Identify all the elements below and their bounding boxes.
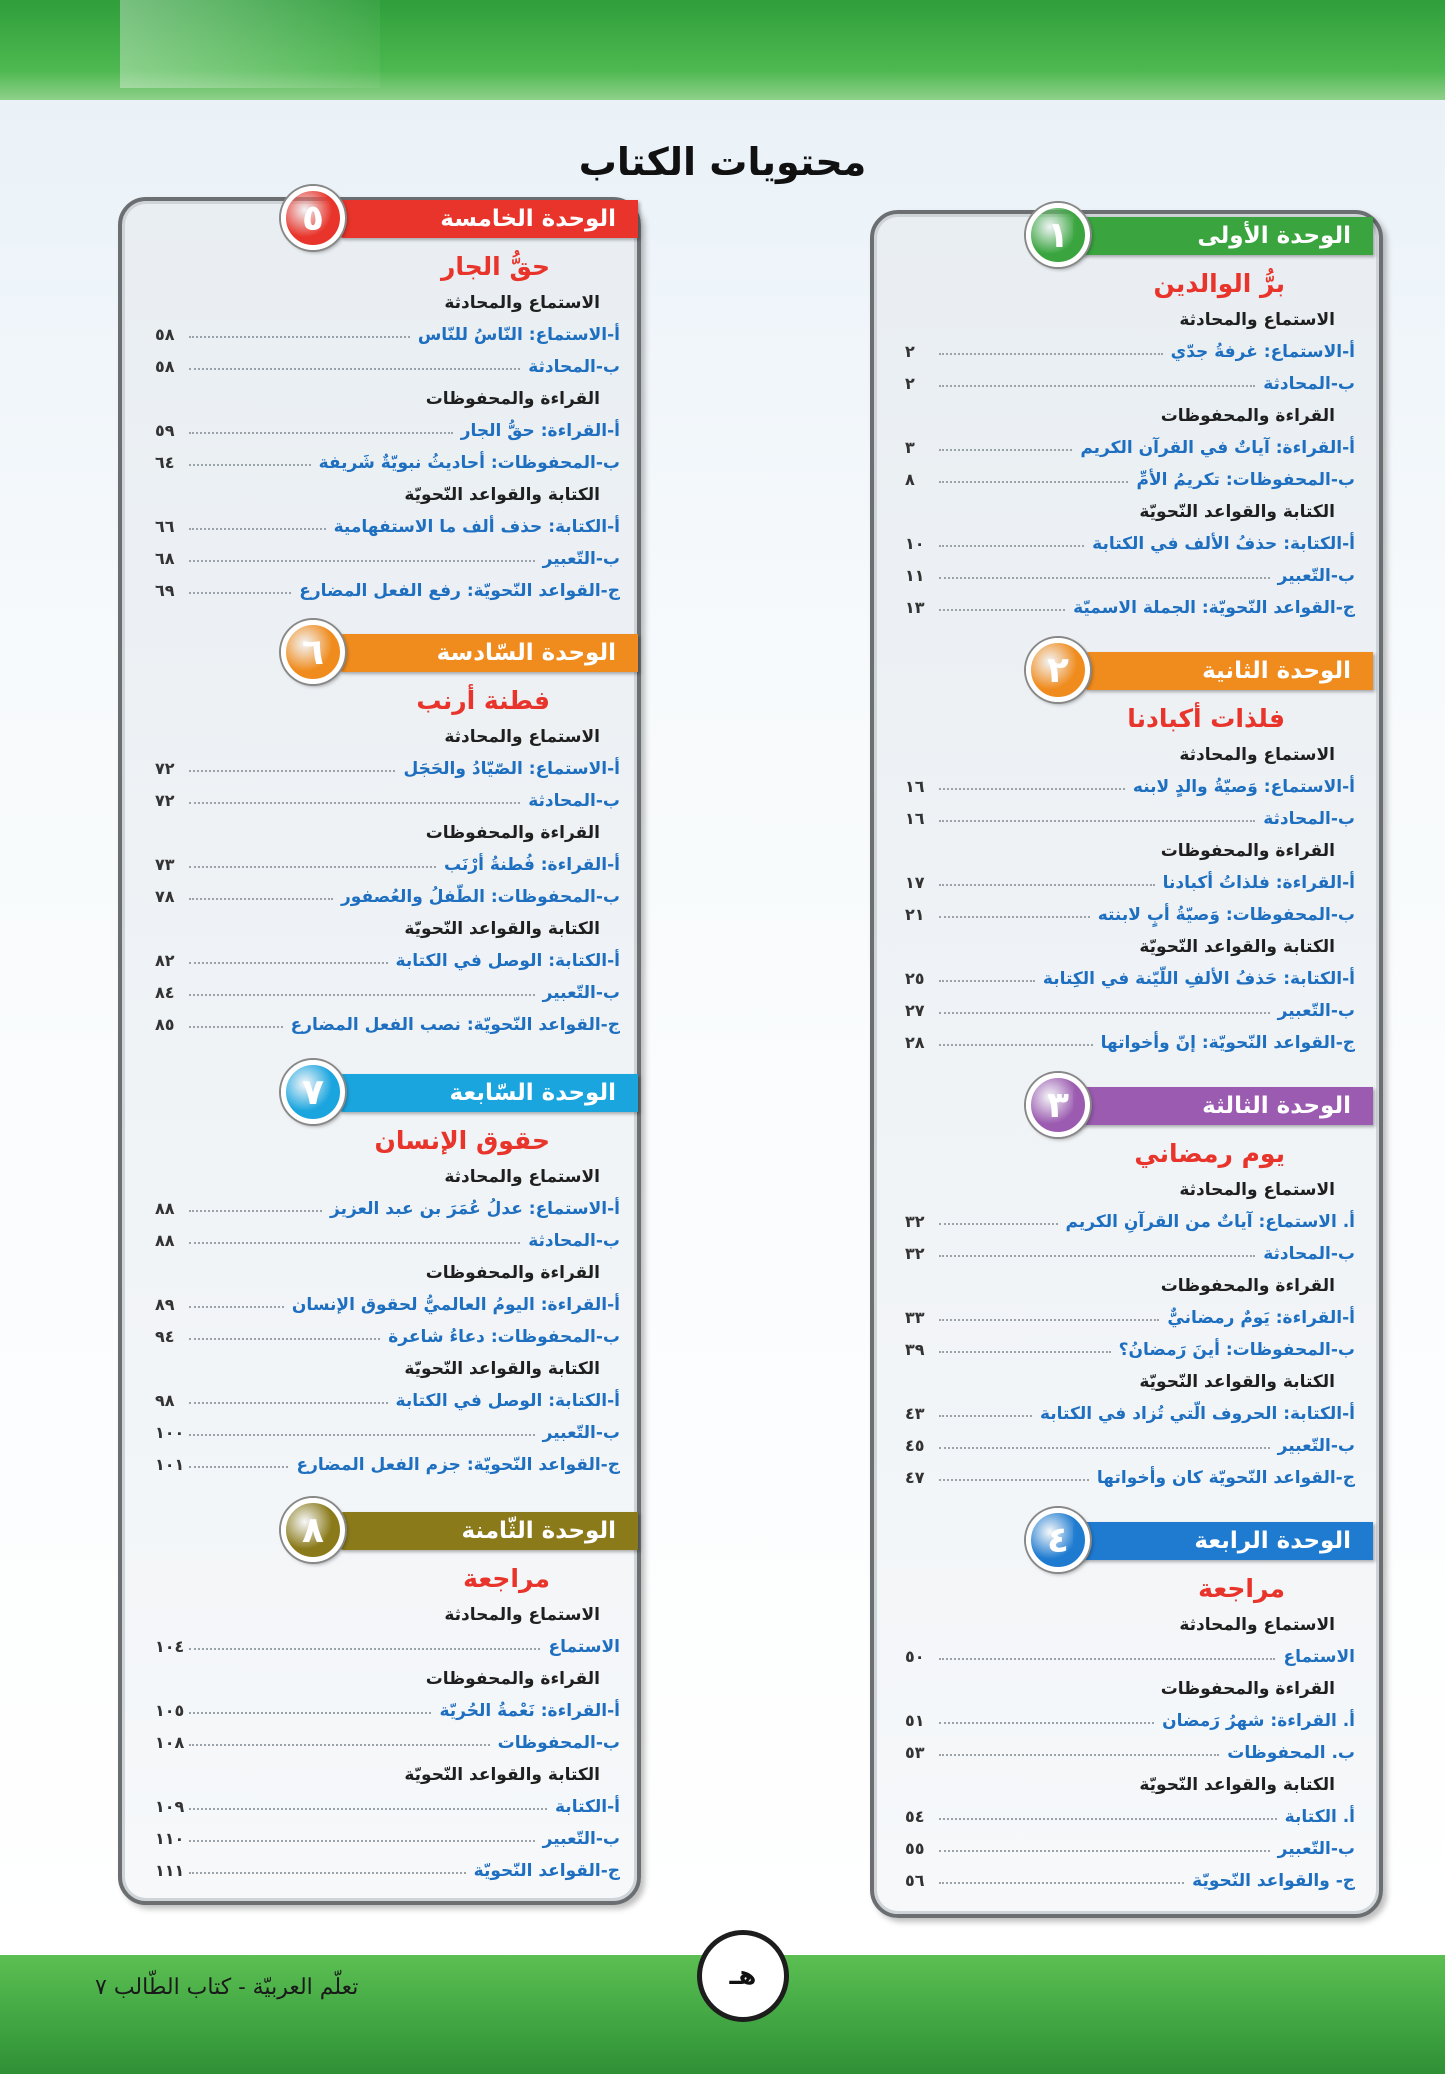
unit-title: مراجعة	[1198, 1574, 1285, 1603]
toc-entry-label: ب-التّعبير	[542, 983, 620, 1003]
unit-header	[905, 1520, 1355, 1560]
toc-entry-page: ٩٨	[155, 1391, 175, 1410]
dotted-leader	[189, 802, 520, 804]
section-heading: الاستماع والمحادثة	[444, 1167, 600, 1187]
toc-entry-label: ب-المحفوظات: دعاءُ شاعرة	[388, 1327, 620, 1347]
toc-entry-page: ٣٣	[905, 1308, 925, 1327]
toc-entry-page: ٦٨	[155, 549, 175, 568]
toc-entry-page: ٨٨	[155, 1199, 175, 1218]
dotted-leader	[939, 577, 1270, 579]
toc-entry-page: ٢١	[905, 905, 925, 924]
toc-entry-label: أ. الاستماع: آياتٌ من القرآنِ الكريم	[1065, 1212, 1355, 1232]
section-heading: القراءة والمحفوظات	[1160, 406, 1335, 426]
dotted-leader	[939, 1044, 1093, 1046]
section-heading: الاستماع والمحادثة	[444, 293, 600, 313]
toc-entry-page: ٢٧	[905, 1001, 925, 1020]
dotted-leader	[189, 1808, 547, 1810]
toc-entry-label: أ-الكتابة: الوصل في الكتابة	[395, 1391, 620, 1411]
dotted-leader	[939, 1658, 1275, 1660]
toc-entry-label: ج-القواعد النّحويّة	[473, 1861, 620, 1881]
toc-entry-page: ٦٩	[155, 581, 175, 600]
section-heading: القراءة والمحفوظات	[425, 1669, 600, 1689]
toc-entry-page: ٤٧	[905, 1468, 925, 1487]
dotted-leader	[189, 770, 395, 772]
toc-entry[interactable]	[155, 1225, 620, 1257]
toc-entry-label: ب-المحفوظات: أحاديثُ نبويّةٌ شَريفة	[318, 453, 620, 473]
toc-entry[interactable]	[905, 1462, 1355, 1494]
toc-entry-page: ٤٣	[905, 1404, 925, 1423]
section-heading: القراءة والمحفوظات	[425, 1263, 600, 1283]
unit-header	[155, 1072, 620, 1112]
toc-entry[interactable]	[155, 753, 620, 785]
dotted-leader	[939, 1223, 1058, 1225]
unit-name-ribbon: الوحدة الأولى	[1073, 217, 1373, 255]
toc-entry-label: الاستماع	[1283, 1647, 1355, 1667]
toc-entry-label: ج-القواعد النّحويّة كان وأخواتها	[1096, 1468, 1355, 1488]
toc-entry[interactable]	[905, 1206, 1355, 1238]
dotted-leader	[939, 1850, 1270, 1852]
toc-entry-page: ١٠٤	[155, 1637, 185, 1656]
dotted-leader	[189, 1872, 466, 1874]
toc-entry[interactable]	[155, 1695, 620, 1727]
toc-entry[interactable]	[155, 319, 620, 351]
toc-entry[interactable]	[155, 977, 620, 1009]
toc-entry-label: ب-التّعبير	[542, 1829, 620, 1849]
toc-entry-page: ٢٥	[905, 969, 925, 988]
toc-entry-page: ٤٥	[905, 1436, 925, 1455]
dotted-leader	[939, 1415, 1032, 1417]
toc-entry-page: ١٧	[905, 873, 925, 892]
toc-entry[interactable]	[905, 867, 1355, 899]
dotted-leader	[939, 820, 1255, 822]
unit-header	[155, 632, 620, 672]
toc-entry[interactable]	[155, 1631, 620, 1663]
unit-header	[155, 198, 620, 238]
dotted-leader	[189, 1434, 535, 1436]
unit-number-badge: ٨	[281, 1498, 345, 1562]
toc-entry-page: ١٦	[905, 809, 925, 828]
dotted-leader	[939, 980, 1035, 982]
unit-block	[155, 1510, 620, 1887]
toc-entry[interactable]	[905, 368, 1355, 400]
toc-entry[interactable]	[905, 1833, 1355, 1865]
toc-entry[interactable]	[905, 1801, 1355, 1833]
dotted-leader	[189, 962, 388, 964]
dotted-leader	[939, 1255, 1255, 1257]
toc-entry-label: أ. القراءة: شهرُ رَمضان	[1162, 1711, 1355, 1731]
toc-entry-label: ب-المحادثة	[528, 357, 620, 377]
toc-entry[interactable]	[155, 543, 620, 575]
dotted-leader	[189, 1210, 322, 1212]
toc-entry-label: ج-القواعد النّحويّة: نصب الفعل المضارع	[290, 1015, 620, 1035]
toc-entry[interactable]	[905, 899, 1355, 931]
toc-entry[interactable]	[155, 1417, 620, 1449]
toc-entry-label: ب-التّعبير	[542, 1423, 620, 1443]
unit-name-ribbon: الوحدة الرابعة	[1073, 1522, 1373, 1560]
toc-entry-page: ٥٤	[905, 1807, 925, 1826]
toc-entry-label: أ-الاستماع: النّاسُ للنّاس	[417, 325, 620, 345]
toc-entry-label: أ-القراءة: فُطنةُ أرْنَب	[443, 855, 620, 875]
toc-entry-label: أ. الكتابة	[1284, 1807, 1355, 1827]
unit-block	[905, 650, 1355, 1059]
section-heading: القراءة والمحفوظات	[425, 389, 600, 409]
unit-number-badge: ٥	[281, 186, 345, 250]
dotted-leader	[939, 353, 1163, 355]
unit-name-ribbon: الوحدة السّادسة	[338, 634, 638, 672]
toc-entry[interactable]	[905, 432, 1355, 464]
dotted-leader	[189, 898, 333, 900]
dotted-leader	[189, 1338, 380, 1340]
unit-block	[905, 1085, 1355, 1494]
toc-entry-label: ب. المحفوظات	[1227, 1743, 1355, 1763]
toc-entry[interactable]	[155, 785, 620, 817]
toc-entry-label: ب-المحادثة	[1263, 1244, 1355, 1264]
toc-entry-label: أ-القراءة: آياتٌ في القرآن الكريم	[1080, 438, 1355, 458]
unit-number-badge: ٦	[281, 620, 345, 684]
section-heading: الاستماع والمحادثة	[1179, 1180, 1335, 1200]
toc-entry-page: ١٠٠	[155, 1423, 185, 1442]
section-heading: الاستماع والمحادثة	[444, 1605, 600, 1625]
toc-entry-page: ٨٨	[155, 1231, 175, 1250]
section-heading: الاستماع والمحادثة	[1179, 310, 1335, 330]
section-heading: الاستماع والمحادثة	[1179, 1615, 1335, 1635]
toc-entry[interactable]	[905, 528, 1355, 560]
toc-entry-page: ٢٨	[905, 1033, 925, 1052]
section-heading: الكتابة والقواعد النّحويّة	[404, 919, 600, 939]
toc-entry-label: أ-الكتابة: الوصل في الكتابة	[395, 951, 620, 971]
toc-entry-page: ٣٩	[905, 1340, 925, 1359]
dotted-leader	[189, 336, 410, 338]
toc-entry-page: ٨٢	[155, 951, 175, 970]
toc-entry-label: الاستماع	[548, 1637, 620, 1657]
dotted-leader	[939, 1351, 1111, 1353]
toc-entry-label: أ-الاستماع: عدلُ عُمَرَ بن عبد العزيز	[330, 1199, 620, 1219]
toc-entry[interactable]	[905, 1641, 1355, 1673]
toc-entry[interactable]	[155, 1289, 620, 1321]
toc-entry-label: ب-التّعبير	[1277, 1436, 1355, 1456]
dotted-leader	[189, 528, 326, 530]
dotted-leader	[189, 560, 535, 562]
dotted-leader	[939, 1882, 1184, 1884]
dotted-leader	[939, 916, 1090, 918]
toc-entry[interactable]	[905, 560, 1355, 592]
unit-block	[155, 632, 620, 1041]
section-heading: الكتابة والقواعد النّحويّة	[1139, 1372, 1335, 1392]
toc-entry[interactable]	[155, 1823, 620, 1855]
toc-entry-page: ١١٠	[155, 1829, 185, 1848]
unit-name-ribbon: الوحدة الثالثة	[1073, 1087, 1373, 1125]
toc-entry[interactable]	[905, 592, 1355, 624]
toc-entry[interactable]	[905, 963, 1355, 995]
toc-entry-label: ج-القواعد النّحويّة: الجملة الاسميّة	[1073, 598, 1355, 618]
dotted-leader	[189, 1026, 283, 1028]
toc-entry[interactable]	[155, 415, 620, 447]
unit-name-ribbon: الوحدة الثانية	[1083, 652, 1373, 690]
dotted-leader	[189, 592, 291, 594]
section-heading: الكتابة والقواعد النّحويّة	[404, 1359, 600, 1379]
toc-entry-page: ١٦	[905, 777, 925, 796]
toc-entry[interactable]	[905, 995, 1355, 1027]
toc-entry-label: أ-القراءة: حقُّ الجار	[460, 421, 620, 441]
toc-entry[interactable]	[155, 1791, 620, 1823]
toc-entry-label: ب-المحفوظات: تكريمُ الأمِّ	[1136, 470, 1355, 490]
toc-entry-page: ١٠٥	[155, 1701, 185, 1720]
section-heading: الاستماع والمحادثة	[444, 727, 600, 747]
dotted-leader	[189, 1744, 490, 1746]
toc-entry[interactable]	[905, 1027, 1355, 1059]
toc-entry-label: أ-الكتابة: الحروف الّتي تُزاد في الكتابة	[1039, 1404, 1355, 1424]
toc-entry-page: ٨٤	[155, 983, 175, 1002]
unit-number-badge: ٣	[1026, 1073, 1090, 1137]
toc-entry-label: ب-المحفوظات: أينَ رَمضانُ؟	[1118, 1340, 1355, 1360]
toc-entry-label: ب-المحادثة	[528, 1231, 620, 1251]
unit-block	[905, 215, 1355, 624]
unit-number-badge: ٧	[281, 1060, 345, 1124]
page-number: هـ	[697, 1930, 789, 2022]
toc-entry-page: ١١	[905, 566, 925, 585]
section-heading: القراءة والمحفوظات	[1160, 841, 1335, 861]
toc-entry-page: ١١١	[155, 1861, 185, 1880]
section-heading: القراءة والمحفوظات	[425, 823, 600, 843]
toc-entry-page: ٦٦	[155, 517, 175, 536]
toc-entry-label: أ-الكتابة: حذفُ الألف في الكتابة	[1092, 534, 1355, 554]
toc-entry-page: ١٠٩	[155, 1797, 185, 1816]
dotted-leader	[939, 609, 1065, 611]
toc-entry-label: أ-القراءة: نَعْمةُ الحُريّة	[439, 1701, 620, 1721]
toc-entry-label: ب-المحفوظات: الطّفلُ والعُصفور	[341, 887, 620, 907]
toc-entry[interactable]	[155, 1385, 620, 1417]
unit-number-badge: ١	[1026, 203, 1090, 267]
toc-entry-label: ب-المحادثة	[1263, 809, 1355, 829]
toc-entry-page: ١٠١	[155, 1455, 185, 1474]
toc-entry-label: ب-التّعبير	[1277, 1001, 1355, 1021]
toc-entry[interactable]	[155, 1321, 620, 1353]
toc-entry[interactable]	[155, 1009, 620, 1041]
toc-entry-page: ٥١	[905, 1711, 925, 1730]
toc-entry[interactable]	[155, 1727, 620, 1759]
toc-entry-label: ج-القواعد النّحويّة: إنّ وأخواتها	[1100, 1033, 1355, 1053]
unit-title: فلذات أكبادنا	[1127, 704, 1285, 733]
toc-entry-label: أ-القراءة: اليومُ العالميُّ لحقوق الإنسان	[291, 1295, 620, 1315]
toc-entry-label: أ-الاستماع: الصّيّادُ والحَجَل	[403, 759, 620, 779]
dotted-leader	[189, 994, 535, 996]
toc-entry-label: ب-المحفوظات: وَصيّةُ أبٍ لابنته	[1097, 905, 1355, 925]
section-heading: الكتابة والقواعد النّحويّة	[404, 485, 600, 505]
page-title: محتويات الكتاب	[578, 140, 867, 184]
unit-title: حقُّ الجار	[440, 252, 550, 281]
dotted-leader	[189, 1306, 284, 1308]
toc-entry-page: ١٠٨	[155, 1733, 185, 1752]
toc-entry-label: ج-القواعد النّحويّة: رفع الفعل المضارع	[299, 581, 620, 601]
dotted-leader	[189, 464, 311, 466]
dotted-leader	[939, 1754, 1219, 1756]
dotted-leader	[189, 1402, 388, 1404]
unit-header	[905, 1085, 1355, 1125]
dotted-leader	[939, 545, 1084, 547]
toc-entry[interactable]	[905, 771, 1355, 803]
toc-entry[interactable]	[155, 1449, 620, 1481]
toc-entry[interactable]	[905, 1705, 1355, 1737]
section-heading: الاستماع والمحادثة	[1179, 745, 1335, 765]
toc-entry-page: ٧٣	[155, 855, 175, 874]
dotted-leader	[189, 1466, 288, 1468]
toc-entry-label: ج- والقواعد النّحويّة	[1192, 1871, 1355, 1891]
toc-entry-label: ب-المحفوظات	[497, 1733, 620, 1753]
unit-title: حقوق الإنسان	[374, 1126, 550, 1155]
toc-entry[interactable]	[905, 464, 1355, 496]
toc-entry-page: ٥٥	[905, 1839, 925, 1858]
unit-title: يوم رمضاني	[1134, 1139, 1285, 1168]
dotted-leader	[939, 1447, 1270, 1449]
toc-entry-page: ٢	[905, 374, 915, 393]
toc-entry[interactable]	[155, 849, 620, 881]
unit-number-badge: ٢	[1026, 638, 1090, 702]
unit-block	[155, 198, 620, 607]
toc-entry-page: ٧٨	[155, 887, 175, 906]
toc-entry-page: ٣٢	[905, 1212, 925, 1231]
toc-entry[interactable]	[905, 1398, 1355, 1430]
dotted-leader	[939, 449, 1072, 451]
dotted-leader	[939, 1479, 1089, 1481]
dotted-leader	[939, 884, 1155, 886]
toc-entry-page: ٦٤	[155, 453, 175, 472]
toc-entry[interactable]	[905, 1430, 1355, 1462]
dotted-leader	[939, 385, 1255, 387]
dotted-leader	[939, 481, 1128, 483]
toc-entry-page: ٢	[905, 342, 915, 361]
toc-entry-label: أ-الكتابة: حذف ألف ما الاستفهامية	[333, 517, 620, 537]
toc-entry-page: ٨٩	[155, 1295, 175, 1314]
toc-entry-page: ٥٠	[905, 1647, 925, 1666]
toc-entry[interactable]	[155, 575, 620, 607]
toc-entry-page: ١٣	[905, 598, 925, 617]
toc-entry-page: ٨٥	[155, 1015, 175, 1034]
toc-entry[interactable]	[155, 945, 620, 977]
toc-entry[interactable]	[905, 1334, 1355, 1366]
unit-name-ribbon: الوحدة السّابعة	[338, 1074, 638, 1112]
dotted-leader	[189, 368, 520, 370]
toc-entry-page: ٥٨	[155, 325, 175, 344]
toc-entry-label: أ-القراءة: فلذاتُ أكبادنا	[1162, 873, 1355, 893]
dotted-leader	[939, 1012, 1270, 1014]
toc-entry-page: ٥٨	[155, 357, 175, 376]
dotted-leader	[939, 788, 1125, 790]
toc-entry-label: أ-القراءة: يَومٌ رمضانيٌّ	[1167, 1308, 1355, 1328]
unit-name-ribbon: الوحدة الثّامنة	[338, 1512, 638, 1550]
toc-entry[interactable]	[905, 803, 1355, 835]
unit-block	[905, 1520, 1355, 1897]
section-heading: القراءة والمحفوظات	[1160, 1276, 1335, 1296]
toc-entry-page: ٧٢	[155, 759, 175, 778]
toc-entry-page: ٩٤	[155, 1327, 175, 1346]
unit-title: فطنة أرنب	[416, 686, 550, 715]
toc-entry-label: ب-التّعبير	[542, 549, 620, 569]
dotted-leader	[189, 1840, 535, 1842]
dotted-leader	[939, 1722, 1154, 1724]
toc-entry[interactable]	[155, 511, 620, 543]
toc-entry-label: أ-الاستماع: وَصيّةُ والدٍ لابنه	[1132, 777, 1355, 797]
top-green-band	[0, 0, 1445, 100]
toc-entry-label: أ-الاستماع: غرفةُ جدّي	[1170, 342, 1355, 362]
dotted-leader	[189, 866, 436, 868]
toc-entry-label: أ-الكتابة: حَذفُ الألفِ اللّيّنة في الكِتابة	[1042, 969, 1355, 989]
dotted-leader	[939, 1818, 1277, 1820]
toc-entry[interactable]	[905, 1302, 1355, 1334]
unit-number-badge: ٤	[1026, 1508, 1090, 1572]
dotted-leader	[189, 1712, 431, 1714]
toc-entry-label: أ-الكتابة	[555, 1797, 620, 1817]
toc-entry-label: ب-التّعبير	[1277, 566, 1355, 586]
footer-book-title: تعلّم العربيّة - كتاب الطّالب ٧	[95, 1975, 359, 2000]
toc-entry-page: ٥٣	[905, 1743, 925, 1762]
section-heading: الكتابة والقواعد النّحويّة	[1139, 502, 1335, 522]
toc-entry-page: ٨	[905, 470, 915, 489]
toc-entry[interactable]	[905, 1737, 1355, 1769]
toc-entry-label: ب-المحادثة	[528, 791, 620, 811]
section-heading: الكتابة والقواعد النّحويّة	[1139, 937, 1335, 957]
toc-entry[interactable]	[155, 881, 620, 913]
toc-entry[interactable]	[905, 336, 1355, 368]
section-heading: الكتابة والقواعد النّحويّة	[1139, 1775, 1335, 1795]
toc-entry[interactable]	[155, 1855, 620, 1887]
unit-header	[155, 1510, 620, 1550]
unit-block	[155, 1072, 620, 1481]
toc-entry[interactable]	[155, 351, 620, 383]
unit-header	[905, 650, 1355, 690]
dotted-leader	[189, 1242, 520, 1244]
toc-entry-label: ب-التّعبير	[1277, 1839, 1355, 1859]
unit-title: مراجعة	[463, 1564, 550, 1593]
dotted-leader	[189, 1648, 540, 1650]
toc-entry-page: ٥٦	[905, 1871, 925, 1890]
toc-entry[interactable]	[155, 1193, 620, 1225]
toc-entry-page: ١٠	[905, 534, 925, 553]
toc-entry-page: ٥٩	[155, 421, 175, 440]
section-heading: القراءة والمحفوظات	[1160, 1679, 1335, 1699]
toc-entry[interactable]	[905, 1865, 1355, 1897]
toc-entry-label: ب-المحادثة	[1263, 374, 1355, 394]
dotted-leader	[939, 1319, 1159, 1321]
unit-header	[905, 215, 1355, 255]
toc-entry[interactable]	[905, 1238, 1355, 1270]
section-heading: الكتابة والقواعد النّحويّة	[404, 1765, 600, 1785]
unit-title: برُّ الوالدين	[1153, 269, 1285, 298]
unit-name-ribbon: الوحدة الخامسة	[338, 200, 638, 238]
toc-entry-label: ج-القواعد النّحويّة: جزم الفعل المضارع	[296, 1455, 620, 1475]
toc-entry[interactable]	[155, 447, 620, 479]
toc-entry-page: ٣٢	[905, 1244, 925, 1263]
dotted-leader	[189, 432, 453, 434]
toc-entry-page: ٧٢	[155, 791, 175, 810]
toc-entry-page: ٣	[905, 438, 915, 457]
